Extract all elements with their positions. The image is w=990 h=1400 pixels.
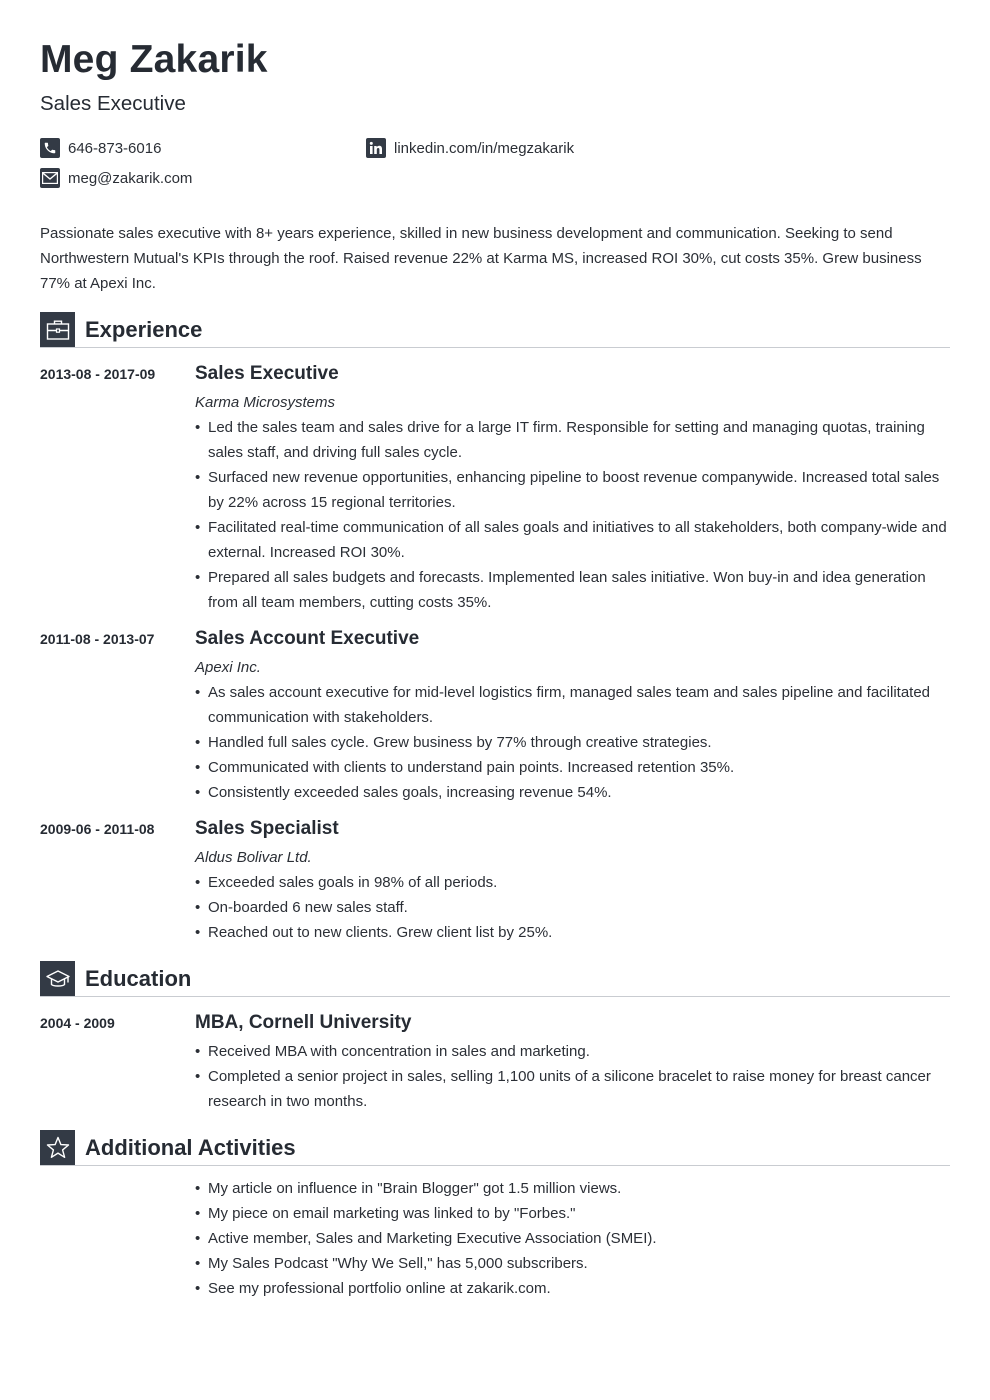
education-degree: MBA, Cornell University	[195, 1012, 412, 1033]
linkedin-text: linkedin.com/in/megzakarik	[394, 139, 575, 157]
phone-text: 646-873-6016	[68, 139, 162, 157]
activities-bullets	[195, 1176, 950, 1301]
contact-email[interactable]	[40, 168, 192, 188]
job-dates: 2013-08 - 2017-09	[40, 366, 156, 382]
job-title: Sales Executive	[195, 363, 339, 384]
job-bullet: • Reached out to new clients. Grew client list by 25%.	[195, 920, 950, 945]
job-bullet: • Led the sales team and sales drive for a large IT firm. Responsible for setting and managing quotas, training sales staff, and driving full sales cycle.	[195, 415, 950, 465]
job-title: Sales Account Executive	[195, 628, 420, 649]
job-company: Karma Microsystems	[195, 394, 336, 411]
job-bullet: • As sales account executive for mid-level logistics firm, managed sales team and sales pipeline and facilitated communication with stakeholders.	[195, 680, 950, 730]
candidate-name: Meg Zakarik	[40, 38, 268, 81]
job-company: Aldus Bolivar Ltd.	[195, 849, 312, 866]
briefcase-icon	[40, 312, 75, 347]
activity-bullet: • See my professional portfolio online at zakarik.com.	[195, 1276, 950, 1301]
job-bullets	[195, 680, 950, 805]
job-bullet: • Exceeded sales goals in 98% of all periods.	[195, 870, 950, 895]
job-bullets	[195, 415, 950, 615]
education-section-header	[40, 961, 950, 997]
contact-linkedin[interactable]	[366, 138, 574, 158]
job-bullet: • Facilitated real-time communication of all sales goals and initiatives to all stakeholders, both company-wide and external. Increased ROI 30%.	[195, 515, 950, 565]
graduation-cap-icon	[40, 961, 75, 996]
activity-bullet: • My article on influence in "Brain Blogger" got 1.5 million views.	[195, 1176, 950, 1201]
activity-bullet: • My Sales Podcast "Why We Sell," has 5,000 subscribers.	[195, 1251, 950, 1276]
activity-bullet: • Active member, Sales and Marketing Executive Association (SMEI).	[195, 1226, 950, 1251]
star-icon	[40, 1130, 75, 1165]
job-dates: 2009-06 - 2011-08	[40, 821, 155, 837]
job-bullet: • Prepared all sales budgets and forecasts. Implemented lean sales initiative. Won buy-in and idea generation from all team members, cutting costs 35%.	[195, 565, 950, 615]
activities-section-header	[40, 1130, 950, 1166]
education-bullets	[195, 1039, 950, 1114]
email-text: meg@zakarik.com	[68, 169, 193, 187]
activities-heading: Additional Activities	[85, 1135, 296, 1160]
contact-phone[interactable]	[40, 138, 161, 158]
experience-heading: Experience	[85, 317, 203, 342]
experience-section-header	[40, 312, 950, 348]
job-bullet: • Consistently exceeded sales goals, increasing revenue 54%.	[195, 780, 950, 805]
job-bullet: • Communicated with clients to understand pain points. Increased retention 35%.	[195, 755, 950, 780]
activity-bullet: • My piece on email marketing was linked to by "Forbes."	[195, 1201, 950, 1226]
education-bullet: • Completed a senior project in sales, selling 1,100 units of a silicone bracelet to raise money for breast cancer research in two months.	[195, 1064, 950, 1114]
job-bullets	[195, 870, 950, 945]
envelope-icon	[40, 168, 60, 188]
job-bullet: • Surfaced new revenue opportunities, enhancing pipeline to boost revenue companywide. Increased total sales by 22% across 15 regional territories.	[195, 465, 950, 515]
job-title: Sales Specialist	[195, 818, 339, 839]
profile-summary: Passionate sales executive with 8+ years experience, skilled in new business development and communication. Seeking to send Northwestern Mutual's KPIs through the roof. Raised revenue 22% at Karma MS, increased ROI 30%, cut costs 35%. Grew business 77% at Apexi Inc.	[40, 225, 922, 292]
education-dates: 2004 - 2009	[40, 1015, 115, 1031]
phone-icon	[40, 138, 60, 158]
linkedin-icon	[366, 138, 386, 158]
job-bullet: • Handled full sales cycle. Grew business by 77% through creative strategies.	[195, 730, 950, 755]
job-dates: 2011-08 - 2013-07	[40, 631, 155, 647]
job-company: Apexi Inc.	[195, 659, 261, 676]
candidate-title: Sales Executive	[40, 92, 186, 115]
education-heading: Education	[85, 966, 192, 991]
job-bullet: • On-boarded 6 new sales staff.	[195, 895, 950, 920]
education-bullet: • Received MBA with concentration in sales and marketing.	[195, 1039, 950, 1064]
